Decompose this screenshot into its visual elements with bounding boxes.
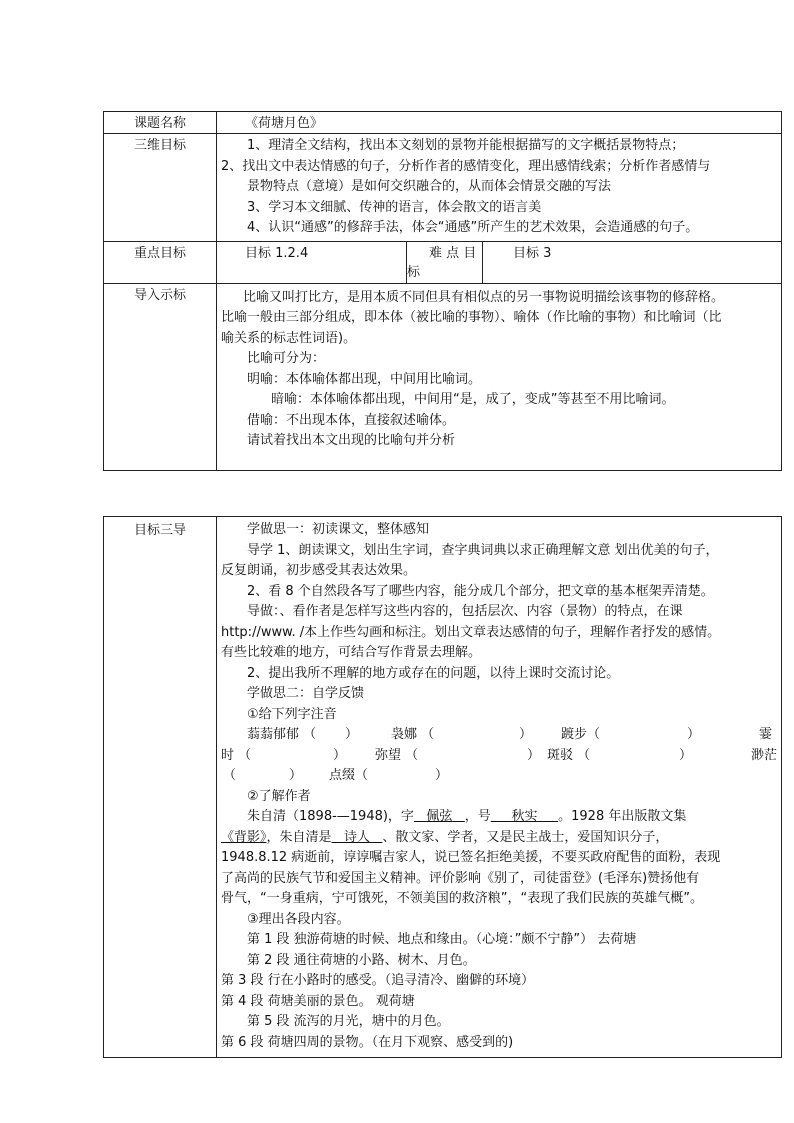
pinyin-word: 袅娜 （ <box>391 727 435 742</box>
focus-label: 重点目标 <box>104 241 217 283</box>
pinyin-paren: ） <box>519 727 533 742</box>
section-line: 第 2 段 通往荷塘的小路、树木、月色。 <box>247 952 476 968</box>
intro-line: 喻关系的标志性词语)。 <box>221 330 357 346</box>
section-line: 第 4 段 荷塘美丽的景色。 观荷塘 <box>221 993 415 1009</box>
difficulty-label-a: 难 点 目 <box>429 245 477 261</box>
goals-label: 三维目标 <box>104 134 217 242</box>
text-line: http://www. /本上作些勾画和标注。划出文章表达感情的句子，理解作者抒发的感情。 <box>221 624 721 640</box>
pinyin-row-3 <box>221 766 778 787</box>
answer-zi: 佩弦 <box>426 809 453 824</box>
intro-line: 暗喻：本体喻体都出现，中间用“是，成了，变成”等甚至不用比喻词。 <box>271 392 675 407</box>
pinyin-word: 蓊蓊郁郁 （ <box>247 727 317 742</box>
intro-line: 比喻可分为： <box>247 351 326 366</box>
intro-line: 借喻：不出现本体，直接叙述喻体。 <box>247 412 456 428</box>
answer-hao: 秋实 <box>511 809 538 824</box>
guide-label: 目标三导 <box>104 517 217 1058</box>
goal-line: 景物特点（意境）是如何交织融合的，从而体会情景交融的写法 <box>247 179 612 194</box>
text: 朱自清（1898-—1948)，字 <box>247 809 414 824</box>
text: ，号 <box>464 809 491 824</box>
goal-line: 3、学习本文细腻、传神的语言，体会散文的语言美 <box>247 199 542 215</box>
pinyin-paren: ） <box>679 747 693 763</box>
difficulty-value: 目标 3 <box>483 241 782 283</box>
difficulty-label <box>407 241 483 283</box>
focus-value: 目标 1.2.4 <box>217 241 407 283</box>
section-line: 第 6 段 荷塘四周的景物。（在月下观察、感受到的) <box>221 1034 514 1050</box>
text-line: 导做：、看作者是怎样写这些内容的，包括层次、内容（景物）的特点，在课 <box>247 604 683 619</box>
goals-cell <box>217 134 782 242</box>
blank-role <box>332 830 383 845</box>
pinyin-word: 弥望 （ <box>375 747 419 763</box>
text-line: 骨气，“一身重病，宁可饿死，不领美国的救济粮”，“表现了我们民族的英雄气概”。 <box>221 891 703 906</box>
pinyin-paren: ） <box>435 768 449 783</box>
intro-label: 导入示标 <box>104 283 217 470</box>
section-line: 第 1 段 独游荷塘的时候、地点和缘由。（心境：”颇不宁静”） 去荷塘 <box>247 932 637 947</box>
intro-line: 请试着找出本文出现的比喻句并分析 <box>247 433 456 448</box>
pinyin-word: 点缀（ <box>329 768 369 783</box>
pinyin-paren: ） <box>687 727 701 742</box>
goal-line: 2、找出文中表达情感的句子，分析作者的感情变化，理出感情线索；分析作者感情与 <box>221 158 711 174</box>
pinyin-word: 斑驳 （ <box>547 747 591 763</box>
pinyin-row-1 <box>221 725 778 746</box>
blank-hao <box>491 809 558 824</box>
difficulty-label-b: 标 <box>407 264 421 280</box>
title-value: 《荷塘月色》 <box>217 112 782 134</box>
pinyin-paren: ） <box>527 747 541 763</box>
text: 。1928 年出版散文集 <box>558 809 687 824</box>
text: ，朱自清是 <box>266 829 332 845</box>
text-line: 1948.8.12 病逝前，谆谆嘱吉家人，说已签名拒绝美援，不要买政府配售的面粉，表现 <box>221 850 721 865</box>
guide-cell <box>217 517 782 1058</box>
text-line: ②了解作者 <box>247 788 311 804</box>
pinyin-row-2 <box>221 746 778 767</box>
blank-zi <box>414 809 465 824</box>
text-line: 学做思二：自学反馈 <box>247 686 365 701</box>
text-line: 有些比较难的地方，可结合写作背景去理解。 <box>221 645 482 660</box>
text-line: 2、看 8 个自然段各写了哪些内容，能分成几个部分，把文章的基本框架弄清楚。 <box>247 583 714 599</box>
answer-book: 《背影》 <box>221 829 267 845</box>
author-line-1 <box>221 807 778 828</box>
text-line: 2、提出我所不理解的地方或存在的问题，以待上课时交流讨论。 <box>247 665 620 681</box>
lesson-plan-table <box>103 111 782 471</box>
section-line: 第 3 段 行在小路时的感受。（追寻清冷、幽僻的环境） <box>221 973 535 988</box>
pinyin-word: 时 （ <box>221 747 252 763</box>
title-label: 课题名称 <box>104 112 217 134</box>
goal-line: 1、理清全文结构，找出本文刻划的景物并能根据描写的文字概括景物特点； <box>247 138 685 153</box>
guide-table <box>103 516 782 1058</box>
intro-line: 比喻一般由三部分组成，即本体（被比喻的事物）、喻体（作比喻的事物）和比喻词（比 <box>221 310 722 325</box>
author-line-2 <box>221 828 778 849</box>
pinyin-paren: ） <box>289 768 303 783</box>
section-line: 第 5 段 流泻的月光，塘中的月色。 <box>247 1014 450 1029</box>
text-line: ①给下列字注音 <box>247 706 337 722</box>
text-line: 了高尚的民族气节和爱国主义精神。评价影响《别了，司徒雷登》(毛泽东)赞扬他有 <box>221 870 700 886</box>
intro-line: 明喻：本体喻体都出现，中间用比喻词。 <box>247 371 482 387</box>
intro-cell <box>217 283 782 470</box>
text-line: ③理出各段内容。 <box>247 911 350 927</box>
pinyin-paren: （ <box>223 768 237 783</box>
answer-role: 诗人 <box>343 829 370 845</box>
pinyin-paren: ） <box>345 727 359 742</box>
pinyin-paren: ） <box>333 747 347 763</box>
pinyin-word: 霎 <box>759 727 773 742</box>
text: 、散文家、学者，又是民主战士，爱国知识分子， <box>382 829 669 845</box>
text-line: 反复朗诵，初步感受其表达效果。 <box>221 563 417 578</box>
text-line: 导学 1、朗读课文，划出生字词，查字典词典以求正确理解文意 划出优美的句子， <box>247 542 719 558</box>
intro-line: 比喻又叫打比方，是用本质不同但具有相似点的另一事物说明描绘该事物的修辞格。 <box>243 289 725 305</box>
text-line: 学做思一：初读课文，整体感知 <box>247 522 430 537</box>
pinyin-word: 渺茫 <box>751 747 778 763</box>
goal-line: 4、认识“通感”的修辞手法，体会“通感”所产生的艺术效果，会造通感的句子。 <box>247 220 699 235</box>
pinyin-word: 踱步（ <box>561 727 601 742</box>
